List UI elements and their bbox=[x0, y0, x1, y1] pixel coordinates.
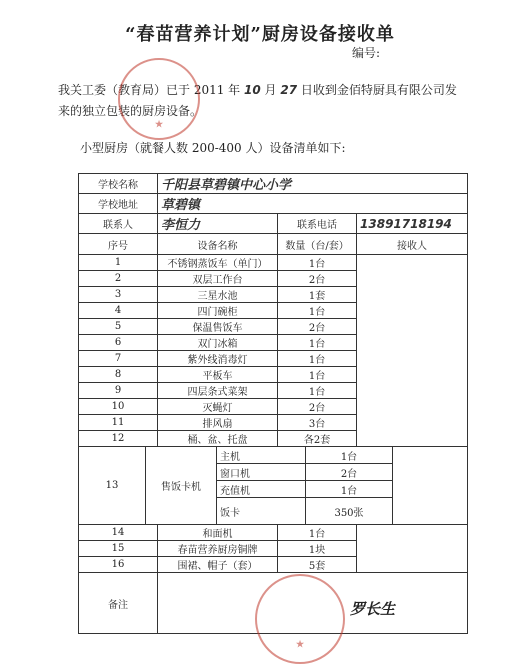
card-sub-qty: 1台 bbox=[306, 481, 393, 498]
row-no: 2 bbox=[79, 271, 158, 287]
row-name: 春苗营养厨房铜牌 bbox=[158, 541, 278, 557]
row-name: 平板车 bbox=[158, 367, 278, 383]
row-qty: 1套 bbox=[278, 287, 357, 303]
row-name: 灭蝇灯 bbox=[158, 399, 278, 415]
row-qty: 2台 bbox=[278, 399, 357, 415]
receiver-cell bbox=[357, 525, 468, 573]
table-header-row bbox=[79, 234, 468, 255]
card-sub-name: 窗口机 bbox=[217, 464, 306, 481]
row-name: 围裙、帽子（套） bbox=[158, 557, 278, 573]
header-no: 序号 bbox=[79, 234, 158, 255]
row-qty: 1台 bbox=[278, 351, 357, 367]
row-name: 四门碗柜 bbox=[158, 303, 278, 319]
row-name: 排风扇 bbox=[158, 415, 278, 431]
row-qty: 1台 bbox=[278, 383, 357, 399]
handwritten-day: 27 bbox=[280, 83, 298, 97]
row-name: 保温售饭车 bbox=[158, 319, 278, 335]
row-name: 和面机 bbox=[158, 525, 278, 541]
row-no: 8 bbox=[79, 367, 158, 383]
card-machine-cell bbox=[79, 447, 468, 525]
row-no: 12 bbox=[79, 431, 158, 447]
card-receiver-cell bbox=[393, 447, 468, 524]
row-no: 3 bbox=[79, 287, 158, 303]
row-qty: 3台 bbox=[278, 415, 357, 431]
row-qty: 各2套 bbox=[278, 431, 357, 447]
card-machine-subtable bbox=[79, 447, 467, 524]
receipt-text: 我关工委（教育局）已于 2011 年 bbox=[58, 83, 241, 97]
official-seal-top: ★ bbox=[118, 58, 200, 140]
row-no: 11 bbox=[79, 415, 158, 431]
month-label: 月 bbox=[264, 83, 277, 97]
header-name: 设备名称 bbox=[158, 234, 278, 255]
card-machine-row bbox=[79, 447, 468, 525]
row-no: 15 bbox=[79, 541, 158, 557]
school-name-value: 千阳县草碧镇中心小学 bbox=[158, 174, 468, 194]
school-address-value: 草碧镇 bbox=[158, 194, 468, 214]
row-no: 5 bbox=[79, 319, 158, 335]
equipment-intro: 小型厨房（就餐人数 200-400 人）设备清单如下: bbox=[80, 141, 346, 155]
phone-value: 13891718194 bbox=[357, 214, 468, 234]
card-sub-qty: 2台 bbox=[306, 464, 393, 481]
receipt-paragraph bbox=[58, 80, 462, 122]
info-row-school-name bbox=[79, 174, 468, 194]
row-no: 4 bbox=[79, 303, 158, 319]
row-qty: 1台 bbox=[278, 525, 357, 541]
school-name-label: 学校名称 bbox=[79, 174, 158, 194]
table-row bbox=[79, 255, 468, 271]
row-qty: 2台 bbox=[278, 319, 357, 335]
row-qty: 1台 bbox=[278, 303, 357, 319]
contact-label: 联系人 bbox=[79, 214, 158, 234]
info-row-contact bbox=[79, 214, 468, 234]
row-qty: 1台 bbox=[278, 367, 357, 383]
row-qty: 1台 bbox=[278, 335, 357, 351]
card-sub-name: 饭卡 bbox=[217, 498, 306, 525]
row-name: 双门冰箱 bbox=[158, 335, 278, 351]
row-no: 16 bbox=[79, 557, 158, 573]
row-qty: 1台 bbox=[278, 255, 357, 271]
contact-value: 李恒力 bbox=[158, 214, 278, 234]
card-machine-name: 售饭卡机 bbox=[146, 447, 217, 524]
card-sub-qty: 350张 bbox=[306, 498, 393, 525]
card-sub-name: 主机 bbox=[217, 447, 306, 464]
row-name: 双层工作台 bbox=[158, 271, 278, 287]
row-name: 紫外线消毒灯 bbox=[158, 351, 278, 367]
remarks-label: 备注 bbox=[79, 573, 158, 634]
info-row-school-address bbox=[79, 194, 468, 214]
document-title: “春苗营养计划”厨房设备接收单 bbox=[125, 24, 395, 45]
card-sub-name: 充值机 bbox=[217, 481, 306, 498]
equipment-table bbox=[78, 173, 468, 634]
table-row bbox=[79, 525, 468, 541]
row-name: 四层条式菜架 bbox=[158, 383, 278, 399]
row-no: 7 bbox=[79, 351, 158, 367]
remarks-cell bbox=[158, 573, 468, 634]
row-name: 三星水池 bbox=[158, 287, 278, 303]
row-name: 桶、盆、托盘 bbox=[158, 431, 278, 447]
row-no: 9 bbox=[79, 383, 158, 399]
card-machine-no: 13 bbox=[79, 447, 146, 524]
header-receiver: 接收人 bbox=[357, 234, 468, 255]
receipt-text-tail: 日收到金佰特厨具有限公司发来的独立包装的厨房设备。 bbox=[58, 83, 457, 118]
receiver-signature: 罗长生 bbox=[350, 600, 396, 618]
receiver-cell bbox=[357, 255, 468, 447]
row-qty: 1块 bbox=[278, 541, 357, 557]
row-name: 不锈钢蒸饭车（单门） bbox=[158, 255, 278, 271]
card-sub-qty: 1台 bbox=[306, 447, 393, 464]
row-qty: 2台 bbox=[278, 271, 357, 287]
row-no: 14 bbox=[79, 525, 158, 541]
header-qty: 数量（台/套） bbox=[278, 234, 357, 255]
phone-label: 联系电话 bbox=[278, 214, 357, 234]
row-qty: 5套 bbox=[278, 557, 357, 573]
handwritten-month: 10 bbox=[244, 83, 261, 97]
remarks-row bbox=[79, 573, 468, 634]
row-no: 6 bbox=[79, 335, 158, 351]
row-no: 1 bbox=[79, 255, 158, 271]
school-address-label: 学校地址 bbox=[79, 194, 158, 214]
row-no: 10 bbox=[79, 399, 158, 415]
serial-number-label: 编号: bbox=[352, 46, 381, 60]
official-seal-bottom: ★ bbox=[255, 574, 345, 664]
